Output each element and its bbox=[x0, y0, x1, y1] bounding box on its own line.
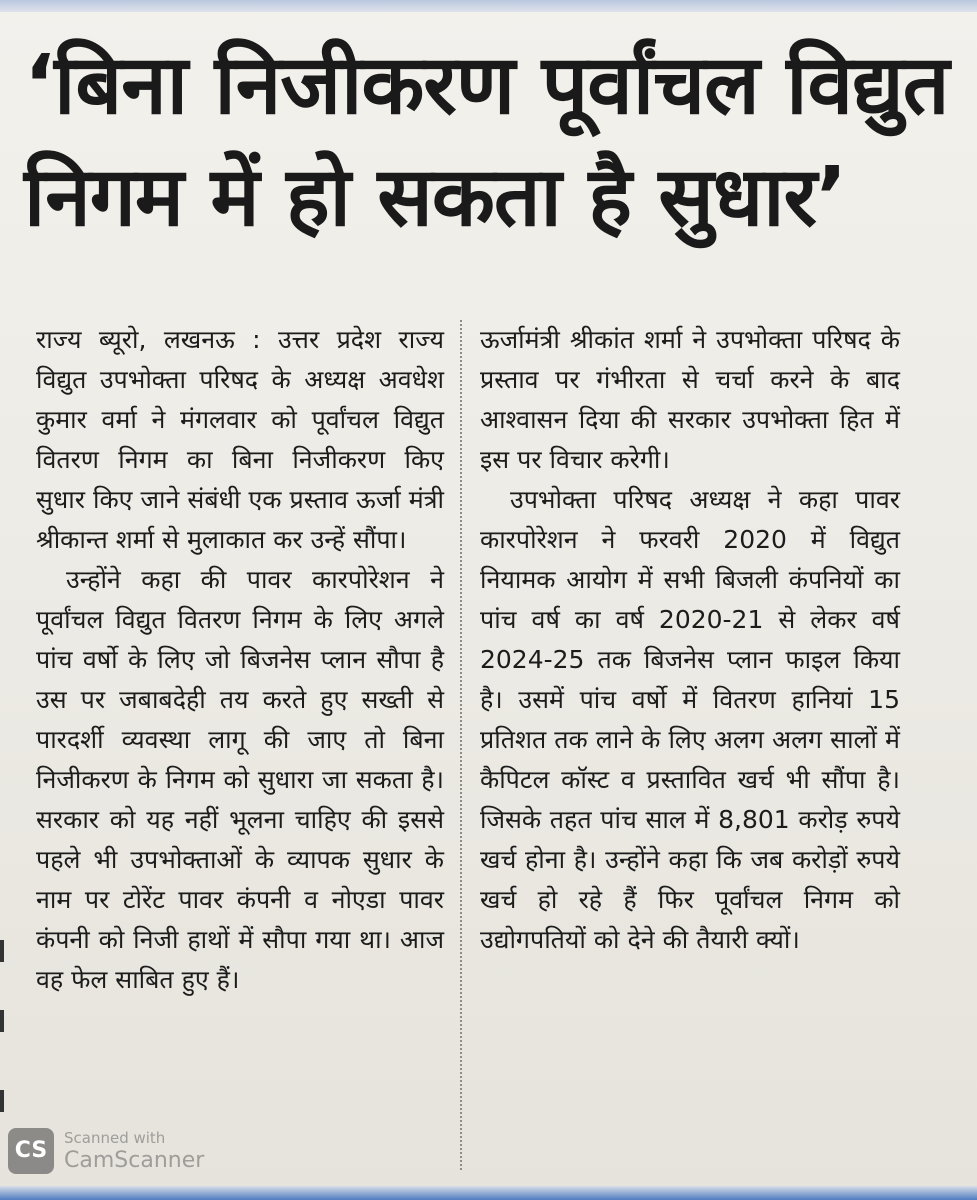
article-column-right bbox=[480, 320, 900, 960]
camscanner-watermark bbox=[8, 1128, 268, 1176]
column-divider bbox=[460, 320, 462, 1170]
watermark-line-2: CamScanner bbox=[64, 1148, 205, 1173]
headline bbox=[24, 30, 949, 254]
headline-line-2: निगम में हो सकता है सुधार’ bbox=[24, 150, 847, 245]
watermark-line-1: Scanned with bbox=[64, 1129, 166, 1147]
article-paragraph: राज्य ब्यूरो, लखनऊ : उत्तर प्रदेश राज्य विद्युत उपभोक्ता परिषद के अध्यक्ष अवधेश कुमार वर्मा ने मंगलवार को पूर्वांचल विद्युत वितरण निगम का बिना निजीकरण किए सुधार किए जाने संबंधी एक प्रस्ताव ऊर्जा मंत्री श्रीकान्त शर्मा से मुलाकात कर उन्हें सौंपा। bbox=[36, 325, 444, 554]
article-paragraph: उपभोक्ता परिषद अध्यक्ष ने कहा पावर कारपोरेशन ने फरवरी 2020 में विद्युत नियामक आयोग में सभी बिजली कंपनियों का पांच वर्ष का वर्ष 2020-21 से लेकर वर्ष 2024-25 तक बिजनेस प्लान फाइल किया है। उसमें पांच वर्षो में वितरण हानियां 15 प्रतिशत तक लाने के लिए अलग अलग सालों में कैपिटल कॉस्ट व प्रस्तावित खर्च भी सौंपा है। जिसके तहत पांच साल में 8,801 करोड़ रुपये खर्च होना है। उन्होंने कहा कि जब करोड़ों रुपये खर्च हो रहे हैं फिर पूर्वांचल निगम को उद्योगपतियों को देने की तैयारी क्यों। bbox=[480, 485, 900, 954]
camscanner-logo-icon: CS bbox=[8, 1128, 54, 1174]
scan-bottom-edge bbox=[0, 1186, 977, 1200]
watermark-text bbox=[64, 1128, 264, 1174]
headline-line-1: ‘बिना निजीकरण पूर्वांचल विद्युत bbox=[24, 38, 949, 133]
article-column-left bbox=[36, 320, 444, 1000]
article-paragraph: उन्होंने कहा की पावर कारपोरेशन ने पूर्वांचल विद्युत वितरण निगम के लिए अगले पांच वर्षो के लिए जो बिजनेस प्लान सौपा है उस पर जबाबदेही तय करते हुए सख्ती से पारदर्शी व्यवस्था लागू की जाए तो बिना निजीकरण के निगम को सुधारा जा सकता है। सरकार को यह नहीं भूलना चाहिए की इससे पहले भी उपभोक्ताओं के व्यापक सुधार के नाम पर टोरेंट पावर कंपनी व नोएडा पावर कंपनी को निजी हाथों में सौपा गया था। आज वह फेल साबित हुए हैं। bbox=[36, 565, 444, 994]
scan-top-edge bbox=[0, 0, 977, 12]
cropped-adjacent-text bbox=[0, 940, 10, 1140]
article-paragraph: ऊर्जामंत्री श्रीकांत शर्मा ने उपभोक्ता परिषद के प्रस्ताव पर गंभीरता से चर्चा करने के बाद आश्वासन दिया की सरकार उपभोक्ता हित में इस पर विचार करेगी। bbox=[480, 325, 900, 474]
